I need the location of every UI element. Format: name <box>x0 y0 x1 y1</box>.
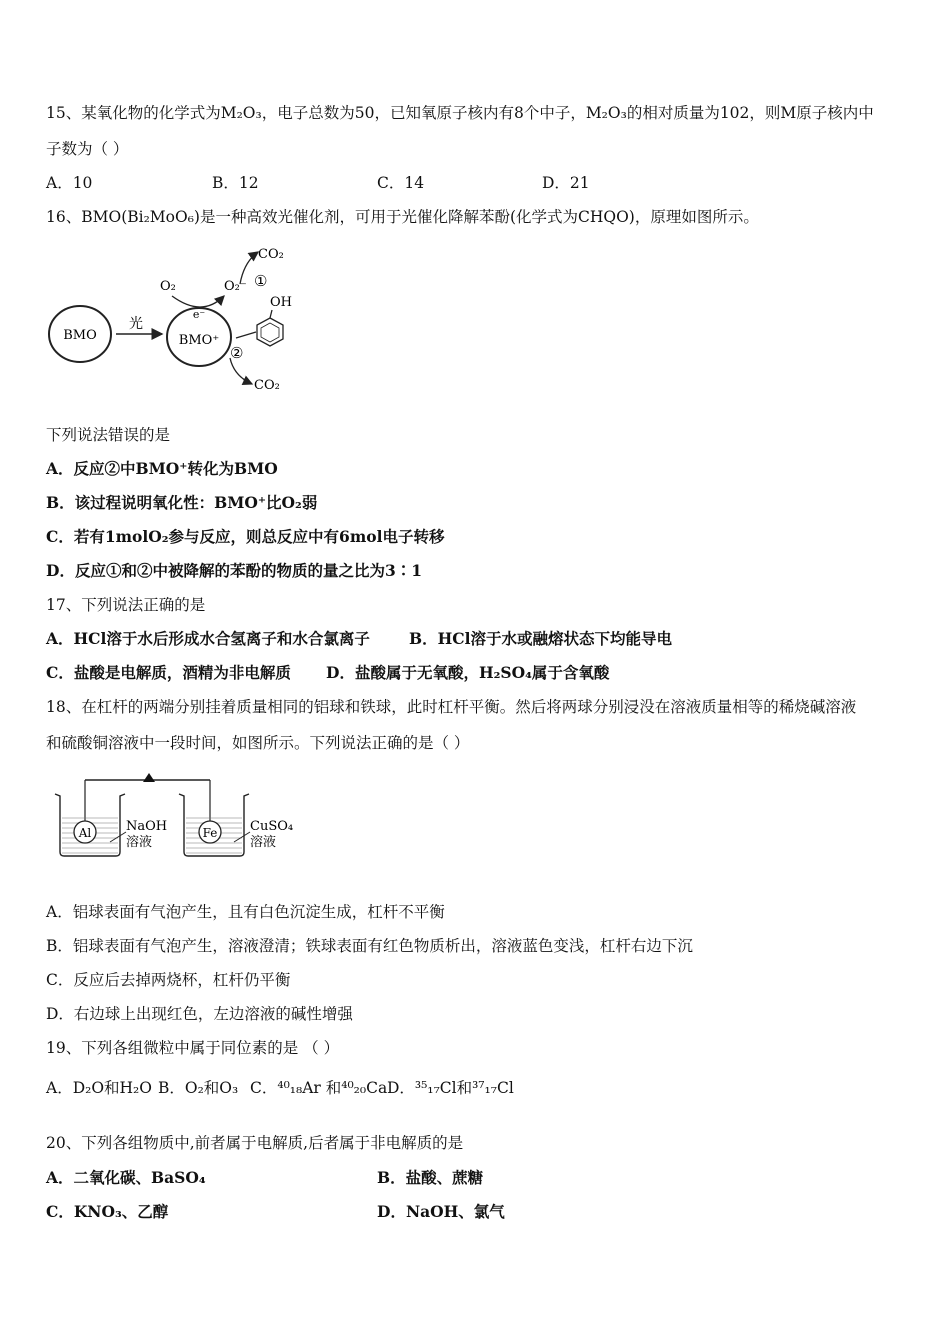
co2-bottom-label: CO₂ <box>254 378 280 393</box>
q15-option-d: D．21 <box>542 174 590 192</box>
q16-stem: 16、BMO(Bi₂MoO₆)是一种高效光催化剂，可用于光催化降解苯酚(化学式为CHQO)，原理如图所示。 <box>46 208 759 226</box>
fe-label: Fe <box>202 826 218 840</box>
q15-option-b: B．12 <box>212 174 259 192</box>
electron-label: e⁻ <box>192 308 206 321</box>
q20-option-a: A．二氧化碳、BaSO₄ <box>46 1168 206 1187</box>
q18-option-c: C．反应后去掉两烧杯，杠杆仍平衡 <box>46 971 291 989</box>
step1-label: ① <box>254 272 268 290</box>
q16-prompt: 下列说法错误的是 <box>46 426 171 444</box>
q19-option-d: D．³⁵₁₇Cl和³⁷₁₇Cl <box>387 1079 514 1097</box>
q19-option-a: A．D₂O和H₂O <box>46 1079 152 1097</box>
electron-transfer-arrow <box>172 296 224 307</box>
q19-stem: 19、下列各组微粒中属于同位素的是 （ ） <box>46 1039 340 1057</box>
light-label: 光 <box>129 316 143 332</box>
bmo-plus-label: BMO⁺ <box>178 333 220 348</box>
lever-beaker-diagram <box>50 770 310 862</box>
q16-option-b: B．该过程说明氧化性：BMO⁺比O₂弱 <box>46 493 318 512</box>
q20-option-b: B．盐酸、蔗糖 <box>377 1168 484 1187</box>
q19-option-b: B．O₂和O₃ <box>158 1079 239 1097</box>
q17-option-d: D．盐酸属于无氧酸，H₂SO₄属于含氧酸 <box>326 663 610 682</box>
cuso4-solution-label: 溶液 <box>250 835 277 850</box>
o2-label: O₂ <box>160 279 176 294</box>
q18-stem-line2: 和硫酸铜溶液中一段时间，如图所示。下列说法正确的是（ ） <box>46 734 470 752</box>
co2-top-label: CO₂ <box>258 247 284 262</box>
q20-option-c: C．KNO₃、乙醇 <box>46 1202 169 1221</box>
q16-option-d: D．反应①和②中被降解的苯酚的物质的量之比为3∶1 <box>46 561 423 580</box>
q20-stem: 20、下列各组物质中,前者属于电解质,后者属于非电解质的是 <box>46 1134 464 1152</box>
q18-option-d: D．右边球上出现红色，左边溶液的碱性增强 <box>46 1005 353 1023</box>
oh-label: OH <box>270 295 292 310</box>
q18-stem-line1: 18、在杠杆的两端分别挂着质量相同的铝球和铁球，此时杠杆平衡。然后将两球分别浸没在溶液质量相等的稀烧碱溶液 <box>46 698 857 716</box>
naoh-solution-label: 溶液 <box>126 835 153 850</box>
q15-option-c: C．14 <box>377 174 425 192</box>
al-label: Al <box>78 826 92 840</box>
o2-minus-label: O₂⁻ <box>224 279 247 294</box>
photocatalysis-diagram <box>44 240 304 395</box>
q15-option-a: A．10 <box>46 174 93 192</box>
step2-label: ② <box>230 344 244 362</box>
q18-option-a: A．铝球表面有气泡产生，且有白色沉淀生成，杠杆不平衡 <box>46 903 445 921</box>
q17-option-a: A．HCl溶于水后形成水合氢离子和水合氯离子 <box>46 629 370 648</box>
fulcrum <box>143 773 155 782</box>
q17-option-b: B．HCl溶于水或融熔状态下均能导电 <box>409 629 672 648</box>
naoh-label: NaOH <box>126 819 168 834</box>
q17-option-c: C．盐酸是电解质，酒精为非电解质 <box>46 663 291 682</box>
bmo-label: BMO <box>63 328 97 343</box>
q18-option-b: B．铝球表面有气泡产生，溶液澄清；铁球表面有红色物质析出，溶液蓝色变浅，杠杆右边下沉 <box>46 937 693 955</box>
q16-option-c: C．若有1molO₂参与反应，则总反应中有6mol电子转移 <box>46 527 445 546</box>
q19-option-c: C．⁴⁰₁₈Ar 和⁴⁰₂₀Ca <box>250 1079 388 1097</box>
q15-stem-line1: 15、某氧化物的化学式为M₂O₃，电子总数为50，已知氧原子核内有8个中子，M₂O₃的相对质量为102，则M原子核内中 <box>46 104 874 122</box>
q20-option-d: D．NaOH、氯气 <box>377 1202 505 1221</box>
q16-option-a: A．反应②中BMO⁺转化为BMO <box>46 459 278 478</box>
q15-stem-line2: 子数为（ ） <box>46 140 129 158</box>
cuso4-label: CuSO₄ <box>250 819 294 834</box>
q17-stem: 17、下列说法正确的是 <box>46 596 206 614</box>
